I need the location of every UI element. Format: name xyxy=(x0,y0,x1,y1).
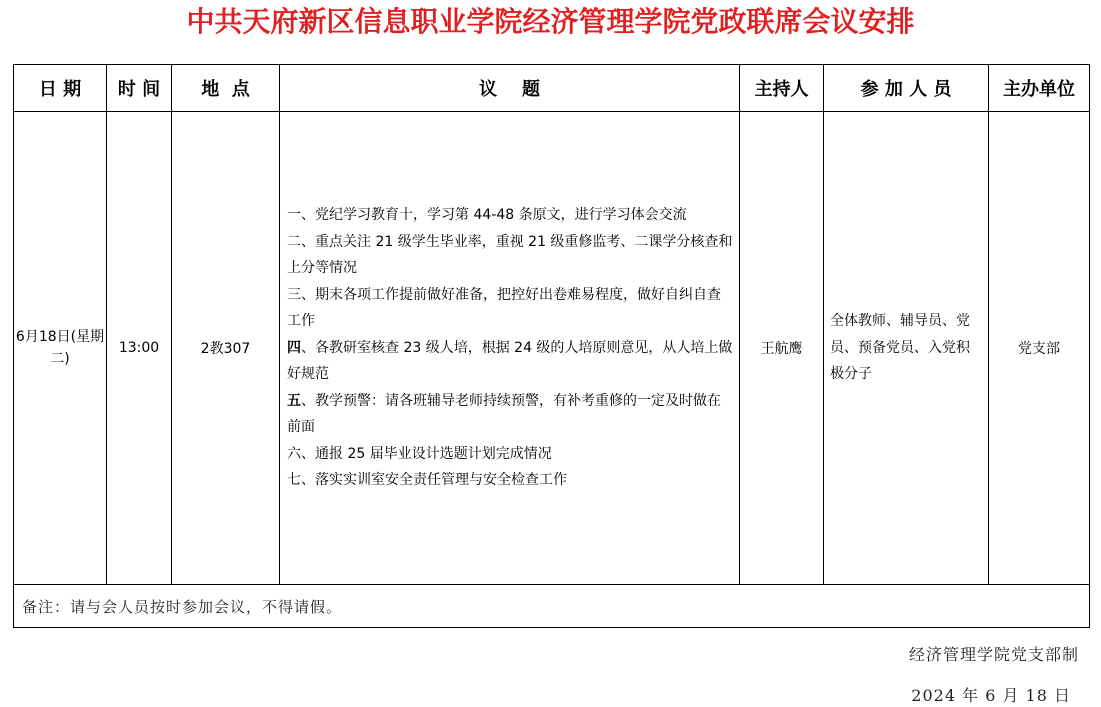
cell-time: 13:00 xyxy=(107,112,172,585)
header-row xyxy=(14,65,1090,112)
header-attendees: 参 加 人 员 xyxy=(824,65,989,112)
footer-organization: 经济管理学院党支部制 xyxy=(908,645,1079,664)
header-time: 时 间 xyxy=(107,65,172,112)
cell-date: 6月18日(星期二) xyxy=(14,112,107,585)
topic-item: 六、通报 25 届毕业设计选题计划完成情况 xyxy=(287,445,552,462)
topic-item: 一、党纪学习教育十，学习第 44-48 条原文，进行学习体会交流 xyxy=(287,207,687,224)
cell-topics xyxy=(280,112,740,585)
topic-item: 七、落实实训室安全责任管理与安全检查工作 xyxy=(287,472,567,489)
topic-item: 二、重点关注 21 级学生毕业率，重视 21 级重修监考、二课学分核查和上分等情况 xyxy=(287,233,733,277)
page-title: 中共天府新区信息职业学院经济管理学院党政联席会议安排 xyxy=(186,5,915,38)
topic-item: 四、各教研室核查 23 级人培，根据 24 级的人培原则意见，从人培上做好规范 xyxy=(287,339,733,383)
header-date: 日 期 xyxy=(14,65,107,112)
header-place: 地 点 xyxy=(172,65,280,112)
cell-organizer: 党支部 xyxy=(989,112,1090,585)
cell-attendees: 全体教师、辅导员、党员、预备党员、入党积极分子 xyxy=(824,112,989,585)
header-topics: 议 题 xyxy=(280,65,740,112)
header-organizer: 主办单位 xyxy=(989,65,1090,112)
topic-item: 三、期末各项工作提前做好准备，把控好出卷难易程度，做好自纠自查工作 xyxy=(287,286,721,330)
header-host: 主持人 xyxy=(740,65,824,112)
topic-item: 五、教学预警：请各班辅导老师持续预警，有补考重修的一定及时做在前面 xyxy=(287,392,721,436)
footer-date: 2024 年 6 月 18 日 xyxy=(911,686,1071,705)
note-text: 备注：请与会人员按时参加会议，不得请假。 xyxy=(14,585,1090,628)
meeting-schedule-table xyxy=(13,64,1090,628)
cell-place: 2教307 xyxy=(172,112,280,585)
cell-host: 王航鹰 xyxy=(740,112,824,585)
table-row xyxy=(14,112,1090,585)
note-row xyxy=(14,585,1090,628)
